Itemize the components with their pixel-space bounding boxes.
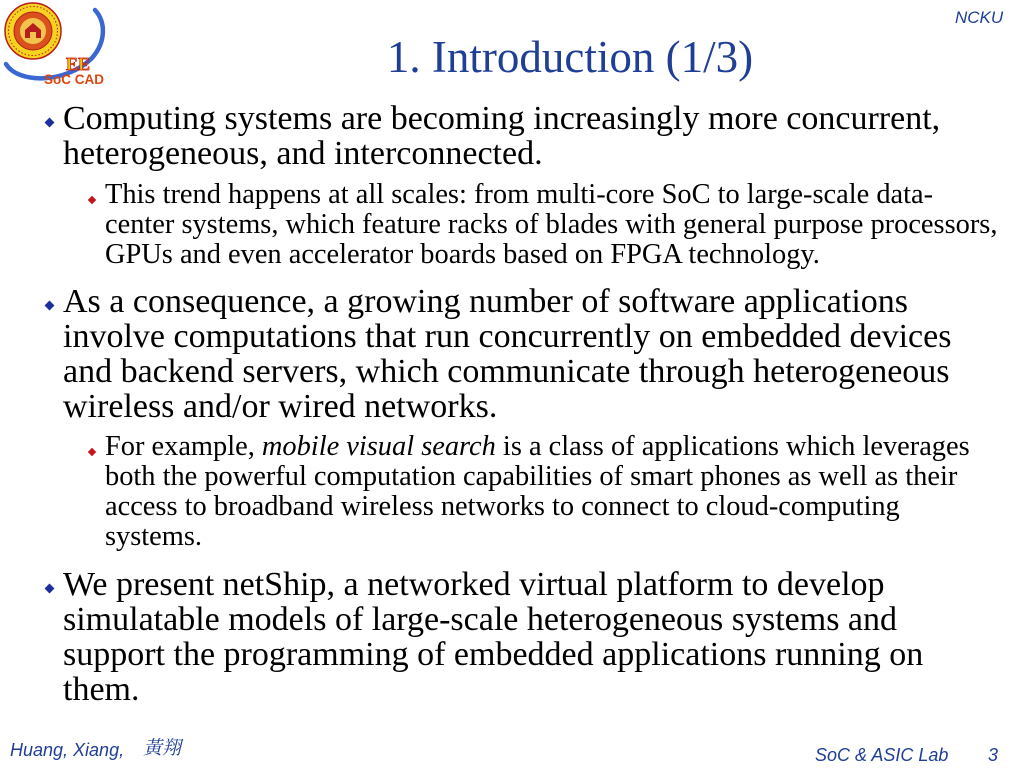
bullet-3 bbox=[63, 567, 923, 707]
bullet-line: them. bbox=[63, 671, 140, 708]
footer-author: Huang, Xiang, bbox=[10, 740, 125, 760]
sub-bullet-line: GPUs and even accelerator boards based on FPGA technology. bbox=[105, 239, 820, 270]
logo-label: SoC CAD bbox=[44, 72, 104, 87]
sub-bullet-1 bbox=[105, 180, 997, 270]
plain-text: is a class of applications which leverages bbox=[495, 431, 970, 462]
bullet-line: Computing systems are becoming increasingly more concurrent, bbox=[63, 100, 941, 137]
bullet-line: heterogeneous, and interconnected. bbox=[63, 135, 543, 172]
bullet-line: We present netShip, a networked virtual platform to develop bbox=[63, 566, 885, 603]
bullet-line: As a consequence, a growing number of software applications bbox=[63, 283, 909, 320]
bullet-line: wireless and/or wired networks. bbox=[63, 388, 498, 425]
diamond-bullet-icon bbox=[88, 196, 96, 204]
plain-text: For example, bbox=[105, 431, 262, 462]
logo-mark: EE bbox=[66, 54, 91, 74]
diamond-bullet-icon bbox=[45, 301, 55, 311]
diamond-bullet-icon bbox=[45, 118, 55, 128]
sub-bullet-line: This trend happens at all scales: from multi-core SoC to large-scale data- bbox=[105, 179, 934, 210]
emphasis-text: mobile visual search bbox=[261, 431, 496, 462]
diamond-bullet-icon bbox=[88, 448, 96, 456]
sub-bullet-line bbox=[105, 432, 970, 462]
bullet-line: support the programming of embedded applications running on bbox=[63, 636, 924, 673]
footer-lab: SoC & ASIC Lab bbox=[815, 745, 949, 765]
diamond-bullet-icon bbox=[45, 584, 55, 594]
sub-bullet-line: access to broadband wireless networks to connect to cloud-computing bbox=[105, 491, 900, 522]
seal-door bbox=[30, 32, 36, 38]
sub-bullet-line: center systems, which feature racks of blades with general purpose processors, bbox=[105, 209, 998, 240]
institution-label: NCKU bbox=[955, 8, 1004, 27]
sub-bullet-line: both the powerful computation capabilities of smart phones as well as their bbox=[105, 461, 958, 492]
slide-title: 1. Introduction (1/3) bbox=[386, 32, 754, 82]
bullet-1 bbox=[63, 101, 940, 171]
university-seal-icon bbox=[5, 3, 61, 59]
bullet-line: simulatable models of large-scale heterogeneous systems and bbox=[63, 601, 898, 638]
page-number: 3 bbox=[988, 745, 999, 765]
bullet-2 bbox=[63, 284, 951, 424]
sub-bullet-2 bbox=[105, 432, 970, 552]
logo bbox=[0, 0, 112, 92]
sub-bullet-line: systems. bbox=[105, 521, 203, 552]
footer-author-chinese: 黃翔 bbox=[143, 738, 182, 759]
bullet-line: involve computations that run concurrently on embedded devices bbox=[63, 318, 952, 355]
bullet-line: and backend servers, which communicate through heterogeneous bbox=[63, 353, 950, 390]
